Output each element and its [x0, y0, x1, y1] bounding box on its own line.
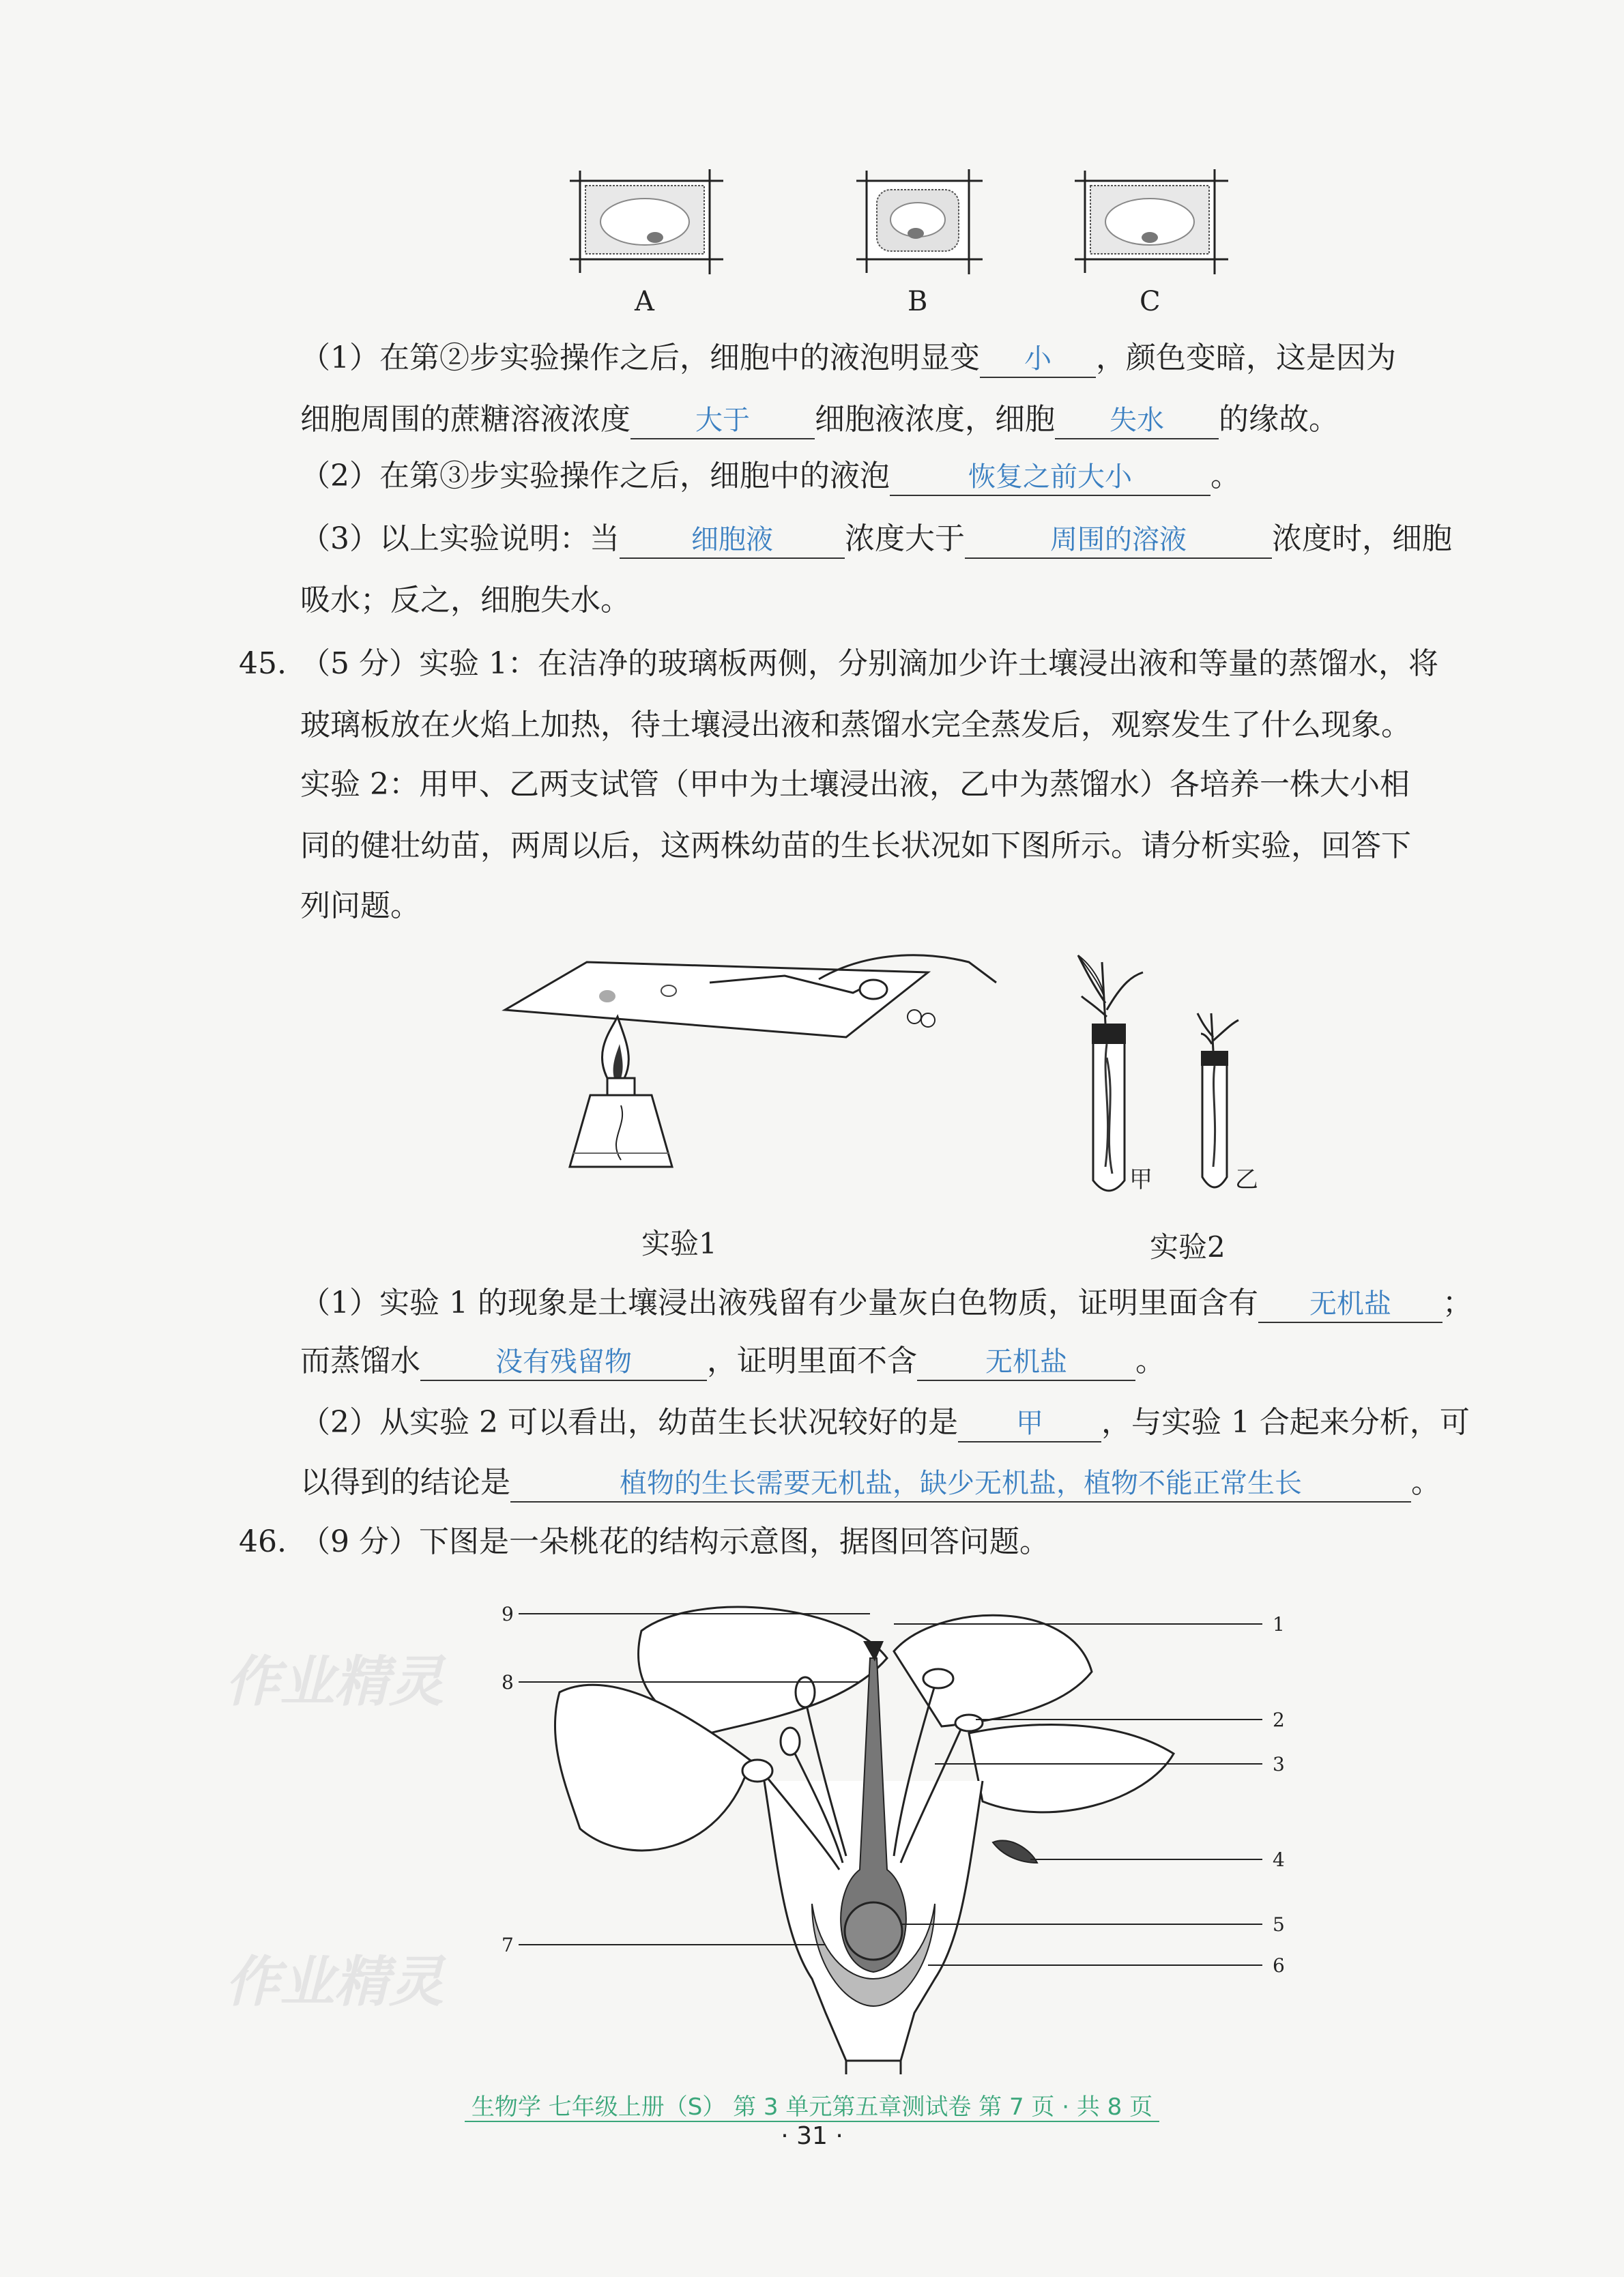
tube-b-label: 乙	[1235, 1166, 1258, 1193]
experiment-1-figure	[491, 942, 1010, 1201]
q45-intro-line5: 列问题。	[300, 888, 420, 923]
cell-c	[1075, 169, 1228, 317]
flower-label-4: 4	[1273, 1848, 1285, 1871]
q45-p2-line2: 以得到的结论是 植物的生长需要无机盐，缺少无机盐，植物不能正常生长 。	[300, 1462, 1441, 1503]
cell-a	[570, 169, 723, 317]
page-number: · 31 ·	[781, 2122, 843, 2150]
q44-p3-line1: （3）以上实验说明：当 细胞液 浓度大于 周围的溶液 浓度时，细胞	[300, 519, 1452, 560]
answer-blank: 无机盐	[917, 1344, 1135, 1381]
q45-intro-line1: （5 分）实验 1：在洁净的玻璃板两侧，分别滴加少许土壤浸出液和等量的蒸馏水，将	[300, 646, 1438, 681]
q45-p1-line2: 而蒸馏水 没有残留物 ，证明里面不含 无机盐 。	[300, 1341, 1165, 1382]
cell-c-label: C	[1140, 286, 1161, 317]
watermark: 作业精灵	[225, 1650, 444, 1713]
plant-cells-figure	[566, 157, 1242, 321]
flower-label-9: 9	[502, 1603, 514, 1625]
flower-label-7: 7	[502, 1934, 514, 1956]
flower-label-6: 6	[1273, 1954, 1285, 1977]
experiment-2-figure	[1064, 942, 1310, 1215]
answer-blank: 植物的生长需要无机盐，缺少无机盐，植物不能正常生长	[510, 1466, 1411, 1503]
q45-p2-line1: （2）从实验 2 可以看出，幼苗生长状况较好的是 甲 ，与实验 1 合起来分析，可	[300, 1402, 1470, 1443]
q45-p1-line1: （1）实验 1 的现象是土壤浸出液残留有少量灰白色物质，证明里面含有 无机盐 ；	[300, 1283, 1473, 1324]
flower-label-8: 8	[502, 1671, 514, 1694]
peach-flower-figure	[491, 1583, 1310, 2074]
q45-intro-line2: 玻璃板放在火焰上加热，待土壤浸出液和蒸馏水完全蒸发后，观察发生了什么现象。	[300, 708, 1411, 742]
cell-a-label: A	[635, 286, 654, 317]
tube-a	[1078, 955, 1152, 1193]
q46-number: 46.	[239, 1524, 287, 1559]
q46-text: （9 分）下图是一朵桃花的结构示意图，据图回答问题。	[300, 1524, 1049, 1559]
answer-blank: 甲	[958, 1406, 1101, 1442]
answer-blank: 小	[980, 341, 1096, 378]
tube-b	[1198, 1013, 1258, 1193]
flower-label-2: 2	[1273, 1709, 1285, 1731]
answer-blank: 细胞液	[620, 522, 845, 559]
flower-label-1: 1	[1273, 1613, 1285, 1636]
watermark: 作业精灵	[225, 1950, 444, 2014]
tube-a-label: 甲	[1129, 1166, 1152, 1193]
q45-intro-line3: 实验 2：用甲、乙两支试管（甲中为土壤浸出液，乙中为蒸馏水）各培养一株大小相	[300, 767, 1410, 802]
experiment-2-caption: 实验2	[1150, 1230, 1226, 1264]
answer-blank: 没有残留物	[420, 1344, 707, 1381]
experiment-1-caption: 实验1	[641, 1227, 717, 1260]
answer-blank: 失水	[1055, 403, 1219, 439]
flower-label-3: 3	[1273, 1753, 1285, 1775]
answer-blank: 恢复之前大小	[890, 459, 1210, 496]
q44-p1-line2: 细胞周围的蔗糖溶液浓度 大于 细胞液浓度，细胞 失水 的缘故。	[300, 399, 1339, 440]
flower-label-5: 5	[1273, 1913, 1285, 1936]
footer-info: 生物学 七年级上册（S） 第 3 单元第五章测试卷 第 7 页 · 共 8 页	[0, 2088, 1624, 2121]
cell-b	[856, 169, 983, 317]
answer-blank: 无机盐	[1258, 1286, 1442, 1323]
q44-p3-line2: 吸水；反之，细胞失水。	[300, 583, 630, 618]
q45-intro-line4: 同的健壮幼苗，两周以后，这两株幼苗的生长状况如下图所示。请分析实验，回答下	[300, 828, 1411, 863]
cell-b-label: B	[908, 286, 928, 317]
answer-blank: 大于	[630, 403, 815, 439]
q45-number: 45.	[239, 646, 287, 681]
q44-p2-line: （2）在第③步实验操作之后，细胞中的液泡 恢复之前大小 。	[300, 456, 1241, 497]
answer-blank: 周围的溶液	[965, 522, 1272, 559]
q44-p1-line1: （1）在第②步实验操作之后，细胞中的液泡明显变 小 ，颜色变暗，这是因为	[300, 338, 1396, 379]
